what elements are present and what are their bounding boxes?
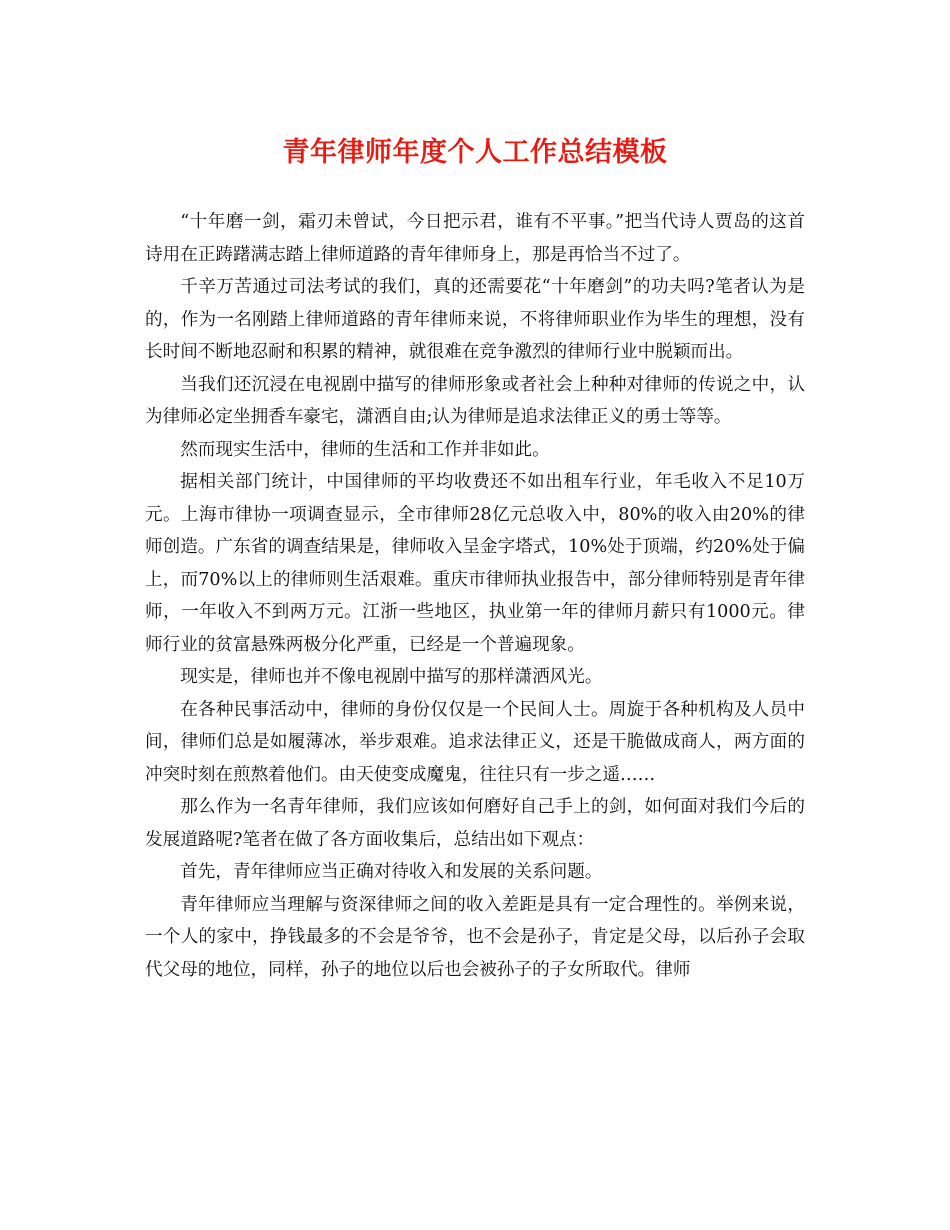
document-body	[145, 206, 805, 986]
paragraph: 千辛万苦通过司法考试的我们，真的还需要花“十年磨剑”的功夫吗?笔者认为是的，作为一名刚踏上律师道路的青年律师来说，不将律师职业作为毕生的理想，没有长时间不断地忍耐和积累的精神，就很难在竞争激烈的律师行业中脱颖而出。	[145, 277, 805, 362]
paragraph: 青年律师应当理解与资深律师之间的收入差距是具有一定合理性的。举例来说，一个人的家中，挣钱最多的不会是爷爷，也不会是孙子，肯定是父母，以后孙子会取代父母的地位，同样，孙子的地位以后也会被孙子的子女所取代。律师	[145, 894, 805, 980]
paragraph: 在各种民事活动中，律师的身份仅仅是一个民间人士。周旋于各种机构及人员中间，律师们总是如履薄冰，举步艰难。追求法律正义，还是干脆做成商人，两方面的冲突时刻在煎熬着他们。由天使变成魔鬼，往往只有一步之遥……	[145, 699, 805, 785]
document-title: 青年律师年度个人工作总结模板	[282, 137, 668, 168]
paragraph: 当我们还沉浸在电视剧中描写的律师形象或者社会上种种对律师的传说之中，认为律师必定坐拥香车豪宅，潇洒自由;认为律师是追求法律正义的勇士等等。	[145, 374, 805, 427]
paragraph: “十年磨一剑，霜刃未曾试，今日把示君，谁有不平事。”把当代诗人贾岛的这首诗用在正踌躇满志踏上律师道路的青年律师身上，那是再恰当不过了。	[145, 212, 805, 265]
paragraph: 然而现实生活中，律师的生活和工作并非如此。	[180, 439, 550, 460]
paragraph: 首先，青年律师应当正确对待收入和发展的关系问题。	[180, 862, 603, 882]
paragraph: 据相关部门统计，中国律师的平均收费还不如出租车行业，年毛收入不足10万元。上海市律协一项调查显示，全市律师28亿元总收入中，80%的收入由20%的律师创造。广东省的调查结果是，律师收入呈金字塔式，10%处于顶端，约20%处于偏上，而70%以上的律师则生活艰难。重庆市律师执业报告中，部分律师特别是青年律师，一年收入不到两万元。江浙一些地区，执业第一年的律师月薪只有1000元。律师行业的贫富悬殊两极分化严重，已经是一个普遍现象。	[145, 472, 805, 655]
paragraph: 现实是，律师也并不像电视剧中描写的那样潇洒风光。	[180, 667, 603, 687]
paragraph: 那么作为一名青年律师，我们应该如何磨好自己手上的剑，如何面对我们今后的发展道路呢?笔者在做了各方面收集后，总结出如下观点：	[145, 797, 805, 850]
